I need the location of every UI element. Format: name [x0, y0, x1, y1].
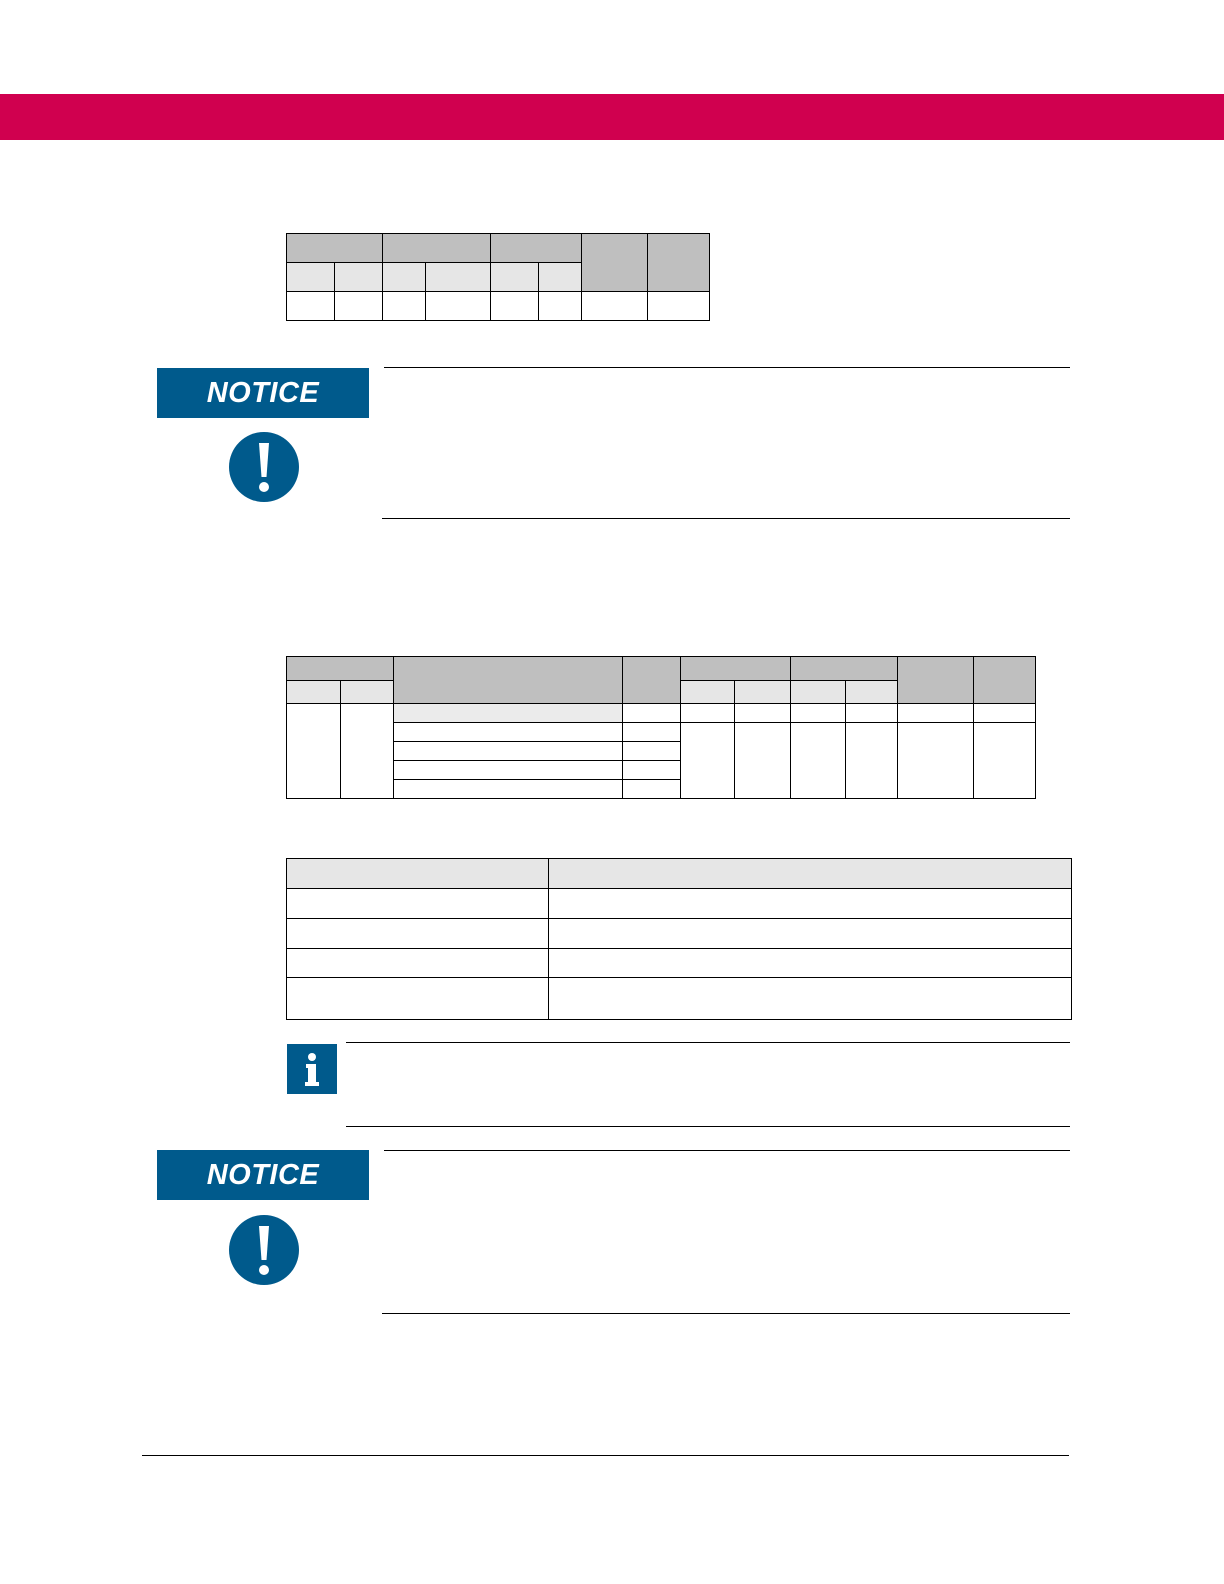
- footer-rule: [142, 1455, 1069, 1456]
- table-1-subheader-cell: [383, 263, 426, 292]
- table-2-cell: [394, 742, 623, 761]
- notice-2-bottom-rule: [382, 1313, 1070, 1314]
- table-1-cell: [539, 292, 582, 321]
- info-top-rule: [346, 1042, 1070, 1043]
- table-3: [286, 858, 1072, 1020]
- table-2-cell: [394, 780, 623, 799]
- table-2-cell: [974, 723, 1036, 799]
- exclamation-icon: [228, 1214, 300, 1286]
- table-2-cell: [898, 704, 974, 723]
- table-1-cell: [383, 292, 426, 321]
- table-1-cell: [287, 292, 335, 321]
- table-2-cell: [735, 704, 791, 723]
- table-1: [286, 233, 710, 321]
- notice-1-banner: [157, 368, 369, 418]
- table-2-header-cell: [681, 657, 791, 681]
- info-bottom-rule: [346, 1126, 1070, 1127]
- table-2-subheader-cell: [681, 681, 735, 704]
- table-1-header-cell: [582, 234, 648, 292]
- table-1-cell: [648, 292, 710, 321]
- table-2-cell: [791, 704, 846, 723]
- table-2-cell: [623, 704, 681, 723]
- table-2-header-cell: [791, 657, 898, 681]
- table-1-header-cell: [491, 234, 582, 263]
- table-2-header-cell: [287, 657, 394, 681]
- header-band: [0, 94, 1224, 140]
- table-2-cell: [623, 723, 681, 742]
- table-row: [287, 704, 1036, 723]
- table-2: [286, 656, 1036, 799]
- table-1-cell: [335, 292, 383, 321]
- table-2-cell: [341, 704, 394, 799]
- table-3-header-cell: [287, 859, 549, 889]
- table-2-cell: [623, 780, 681, 799]
- table-2-cell: [846, 704, 898, 723]
- table-2-cell: [394, 761, 623, 780]
- table-2-cell: [681, 723, 735, 799]
- table-row: [287, 949, 1072, 978]
- notice-2-label: NOTICE: [206, 1159, 320, 1191]
- table-3-cell: [549, 919, 1072, 949]
- table-2-header-cell: [898, 657, 974, 704]
- table-1-cell: [582, 292, 648, 321]
- notice-1-label: NOTICE: [206, 377, 320, 409]
- table-2-cell: [394, 704, 623, 723]
- notice-2-banner: [157, 1150, 369, 1200]
- table-2-subheader-cell: [791, 681, 846, 704]
- table-1-header-cell: [648, 234, 710, 292]
- table-row: [287, 919, 1072, 949]
- table-3-cell: [549, 978, 1072, 1020]
- table-2-header-cell: [623, 657, 681, 704]
- table-1-subheader-cell: [287, 263, 335, 292]
- table-2-subheader-cell: [846, 681, 898, 704]
- exclamation-icon: [228, 431, 300, 503]
- table-2-header-cell: [394, 657, 623, 704]
- table-1-subheader-cell: [426, 263, 491, 292]
- table-1-cell: [491, 292, 539, 321]
- info-icon: [287, 1044, 337, 1094]
- table-1-subheader-cell: [539, 263, 582, 292]
- table-3-cell: [287, 978, 549, 1020]
- table-3-cell: [287, 889, 549, 919]
- table-1-header-cell: [287, 234, 383, 263]
- table-3-cell: [287, 919, 549, 949]
- table-1-cell: [426, 292, 491, 321]
- table-2-cell: [394, 723, 623, 742]
- table-2-cell: [735, 723, 791, 799]
- table-3-cell: [287, 949, 549, 978]
- table-2-header-cell: [974, 657, 1036, 704]
- table-2-cell: [623, 761, 681, 780]
- notice-1-bottom-rule: [382, 518, 1070, 519]
- table-1-subheader-cell: [335, 263, 383, 292]
- table-2-subheader-cell: [287, 681, 341, 704]
- table-2-cell: [287, 704, 341, 799]
- table-1-subheader-cell: [491, 263, 539, 292]
- table-row: [287, 723, 1036, 742]
- notice-2-top-rule: [384, 1150, 1070, 1151]
- table-2-subheader-cell: [735, 681, 791, 704]
- table-row: [287, 292, 710, 321]
- table-3-cell: [549, 949, 1072, 978]
- notice-1-top-rule: [384, 367, 1070, 368]
- table-3-cell: [549, 889, 1072, 919]
- table-3-header-cell: [549, 859, 1072, 889]
- table-row: [287, 978, 1072, 1020]
- table-2-cell: [681, 704, 735, 723]
- table-1-header-cell: [383, 234, 491, 263]
- table-2-subheader-cell: [341, 681, 394, 704]
- table-row: [287, 889, 1072, 919]
- table-2-cell: [898, 723, 974, 799]
- table-2-cell: [846, 723, 898, 799]
- table-2-cell: [791, 723, 846, 799]
- table-2-cell: [623, 742, 681, 761]
- table-2-cell: [974, 704, 1036, 723]
